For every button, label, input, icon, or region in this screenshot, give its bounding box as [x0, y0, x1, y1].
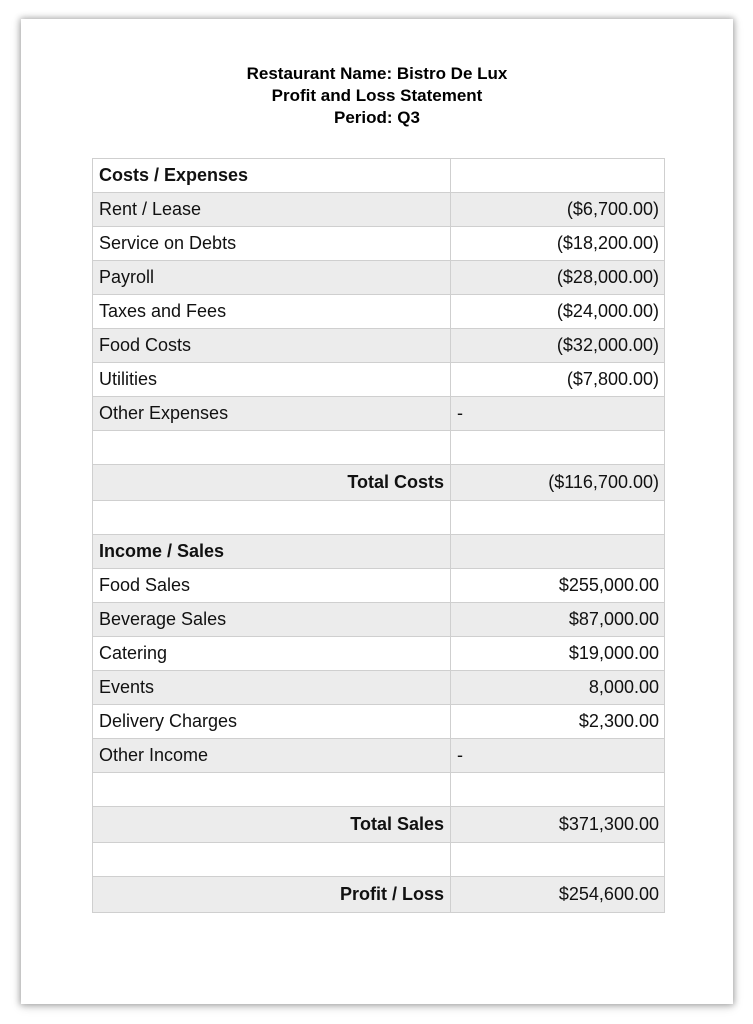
total-costs-row: [93, 465, 665, 501]
profit-loss-label: Profit / Loss: [93, 877, 451, 913]
table-row: [93, 295, 665, 329]
total-sales-label: Total Sales: [93, 807, 451, 843]
row-label: Rent / Lease: [93, 193, 451, 227]
blank-row: [93, 843, 665, 877]
table-row: [93, 329, 665, 363]
total-costs-label: Total Costs: [93, 465, 451, 501]
row-label: Other Income: [93, 739, 451, 773]
empty-cell: [93, 843, 451, 877]
statement-period: Period: Q3: [334, 108, 420, 127]
table-row: [93, 603, 665, 637]
table-row: [93, 739, 665, 773]
empty-cell: [93, 501, 451, 535]
empty-cell: [451, 535, 665, 569]
row-value: ($24,000.00): [451, 295, 665, 329]
blank-row: [93, 773, 665, 807]
table-row: [93, 397, 665, 431]
row-value: $2,300.00: [451, 705, 665, 739]
empty-cell: [451, 501, 665, 535]
empty-cell: [451, 843, 665, 877]
total-sales-row: [93, 807, 665, 843]
restaurant-name: Restaurant Name: Bistro De Lux: [246, 64, 508, 83]
income-heading-row: [93, 535, 665, 569]
row-value: ($18,200.00): [451, 227, 665, 261]
profit-loss-row: [93, 877, 665, 913]
table-row: [93, 193, 665, 227]
blank-row: [93, 431, 665, 465]
income-heading: Income / Sales: [93, 535, 451, 569]
table-row: [93, 363, 665, 397]
profit-loss-value: $254,600.00: [451, 877, 665, 913]
row-value: ($32,000.00): [451, 329, 665, 363]
row-value: -: [451, 397, 665, 431]
row-label: Taxes and Fees: [93, 295, 451, 329]
table-row: [93, 569, 665, 603]
row-label: Beverage Sales: [93, 603, 451, 637]
statement-header: [21, 63, 733, 129]
row-value: $255,000.00: [451, 569, 665, 603]
costs-heading: Costs / Expenses: [93, 159, 451, 193]
table-row: [93, 637, 665, 671]
row-value: ($6,700.00): [451, 193, 665, 227]
empty-cell: [93, 431, 451, 465]
row-value: -: [451, 739, 665, 773]
blank-row: [93, 501, 665, 535]
row-value: 8,000.00: [451, 671, 665, 705]
table-row: [93, 705, 665, 739]
total-costs-value: ($116,700.00): [451, 465, 665, 501]
empty-cell: [451, 773, 665, 807]
row-label: Food Costs: [93, 329, 451, 363]
row-label: Service on Debts: [93, 227, 451, 261]
row-label: Food Sales: [93, 569, 451, 603]
costs-heading-row: [93, 159, 665, 193]
row-label: Utilities: [93, 363, 451, 397]
row-value: ($28,000.00): [451, 261, 665, 295]
row-value: $87,000.00: [451, 603, 665, 637]
row-label: Catering: [93, 637, 451, 671]
document-page: [21, 19, 733, 1004]
empty-cell: [451, 159, 665, 193]
statement-title: Profit and Loss Statement: [271, 86, 483, 105]
row-label: Delivery Charges: [93, 705, 451, 739]
row-value: $19,000.00: [451, 637, 665, 671]
row-label: Events: [93, 671, 451, 705]
row-value: ($7,800.00): [451, 363, 665, 397]
row-label: Other Expenses: [93, 397, 451, 431]
row-label: Payroll: [93, 261, 451, 295]
table-row: [93, 261, 665, 295]
table-row: [93, 227, 665, 261]
empty-cell: [451, 431, 665, 465]
empty-cell: [93, 773, 451, 807]
profit-loss-table: [92, 158, 665, 913]
total-sales-value: $371,300.00: [451, 807, 665, 843]
table-row: [93, 671, 665, 705]
